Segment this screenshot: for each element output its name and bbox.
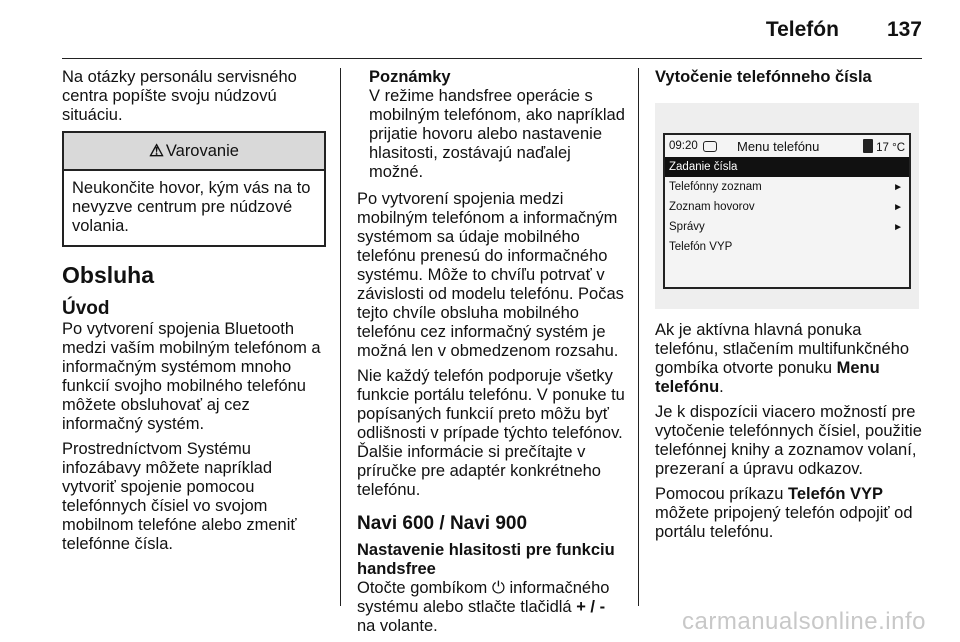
paragraph: Otočte gombíkom ⏻ informačného systému alebo stlačte tlačidlá + / - na volante. [357,579,610,635]
header-divider [62,58,922,59]
paragraph: Prostredníctvom Systému infozábavy môžete napríklad vytvoriť spojenie pomocou telefónnych čísiel vo svojom mobilnom telefóne alebo zmeniť telefónne čísla. [62,440,297,553]
menu-item-messages[interactable]: Správy ► [665,217,909,237]
phone-icon [703,141,717,152]
page-header [766,18,922,48]
display-status-bar [665,135,909,157]
menu-item-phonebook[interactable]: Telefónny zoznam ► [665,177,909,197]
menu-item-dial-number[interactable]: Zadanie čísla [665,157,909,177]
paragraph: Je k dispozícii viacero možností pre vytočenie telefónnych čísiel, použitie telefónnej knihy a zoznamov volaní, prezeraní a úpravu odkazov. [655,403,922,478]
paragraph: Nie každý telefón podporuje všetky funkcie portálu telefónu. V ponuke tu popísaných funkcií preto môžu byť odlišnosti v prípade týchto telefónov. Ďalšie informácie si prečítajte v príručke pre adaptér konkrétneho telefónu. [357,367,625,499]
subsection-heading: Vytočenie telefónneho čísla [655,68,872,86]
command-name: Telefón VYP [787,485,884,503]
warning-title: Varovanie [165,141,239,160]
intro-paragraph: Na otázky personálu servisného centra popíšte svoju núdzovú situáciu. [62,68,297,124]
note-title: Poznámky [369,68,451,86]
display-title: Menu telefónu [737,138,820,154]
column-left [62,68,326,560]
warning-body: Neukončite hovor, kým vás na to nevyzve centrum pre núdzové volania. [72,179,311,235]
menu-item-phone-off[interactable]: Telefón VYP [669,240,733,253]
watermark: carmanualsonline.info [682,608,926,635]
volume-keys: + / - [576,598,606,616]
menu-name: Menu telefónu [655,359,880,396]
screen-illustration [655,103,919,309]
chevron-right-icon: ► [893,181,903,193]
display-screen [663,133,911,289]
column-right [655,68,923,548]
thermometer-icon [863,139,873,153]
paragraph: Ak je aktívna hlavná ponuka telefónu, stlačením multifunkčného gombíka otvorte ponuku Menu telefónu. [655,321,910,396]
chevron-right-icon: ► [893,201,903,213]
paragraph: Po vytvorení spojenia Bluetooth medzi vaším mobilným telefónom a informačným systémom mnoho funkcií svojho mobilného telefónu môžete obsluhovať aj cez informačný systém. [62,320,321,433]
column-divider [340,68,341,606]
chevron-right-icon: ► [893,221,903,233]
note-body: V režime handsfree operácie s mobilným telefónom, ako napríklad prijatie hovoru alebo nastavenie hlasitosti, zostávajú naďalej možné. [369,87,625,181]
power-knob-icon: ⏻ [491,579,505,597]
section-heading: Navi 600 / Navi 900 [357,513,528,534]
page-title: Telefón [765,18,839,41]
subsection-heading: Úvod [62,298,110,319]
section-heading: Obsluha [62,262,155,288]
note-box [357,68,625,182]
warning-triangle-icon: ⚠ [149,141,164,160]
temperature: 17 °C [876,142,905,154]
warning-header [64,133,324,171]
column-middle [357,68,625,642]
clock: 09:20 [669,139,698,152]
paragraph: Pomocou príkazu Telefón VYP môžete pripojený telefón odpojiť od portálu telefónu. [655,485,913,541]
page-number: 137 [886,18,922,41]
column-divider [638,68,639,606]
paragraph: Po vytvorení spojenia medzi mobilným telefónom a informačným systémom sa údaje mobilného telefónu prenesú do informačného systému. Môže to chvíľu potrvať v závislosti od modelu telefónu. Počas tejto chvíle obsluha mobilného telefónu cez informačný systém je možná len v obmedzenom rozsahu. [357,190,624,360]
subsection-heading: Nastavenie hlasitosti pre funkciu handsfree [357,541,615,578]
warning-box [62,131,326,247]
menu-item-call-lists[interactable]: Zoznam hovorov ► [665,197,909,217]
